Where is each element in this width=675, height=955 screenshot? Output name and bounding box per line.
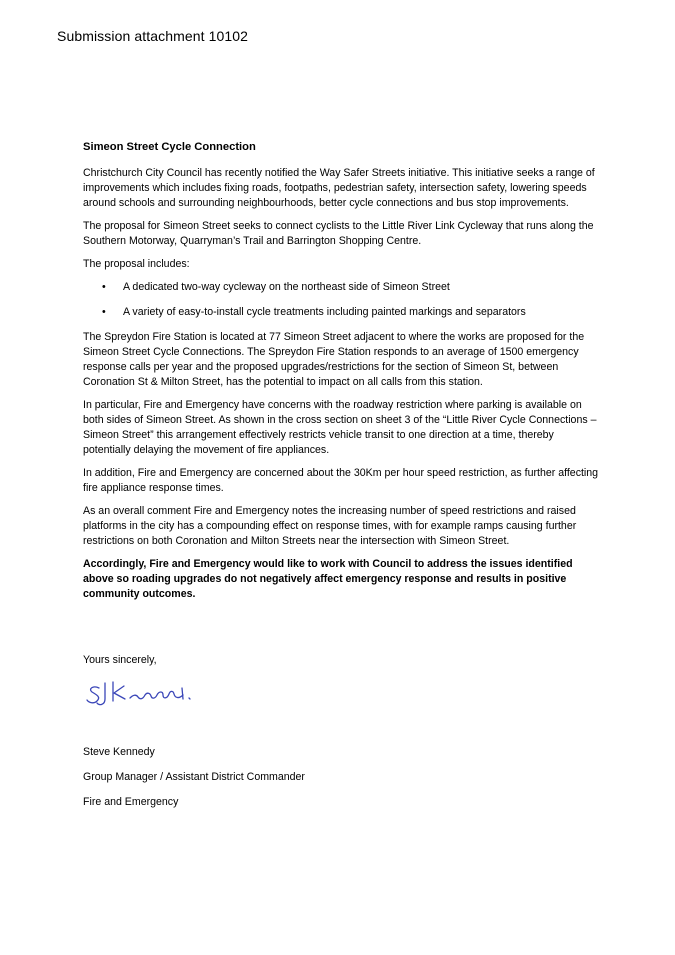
signatory-position: Group Manager / Assistant District Commander	[83, 771, 305, 783]
signatory-name: Steve Kennedy	[83, 746, 155, 758]
attachment-label: Submission attachment 10102	[57, 28, 249, 44]
roadway-concern-paragraph: In particular, Fire and Emergency have concerns with the roadway restriction where parking is available on both sides of Simeon Street. As shown in the cross section on sheet 3 of the “Little River Cycle Connections – Simeon Street” this arrangement effectively restricts vehicle transit to one direction at a time, thereby potentially delaying the movement of fire appliances.	[83, 399, 597, 456]
proposal-includes-label: The proposal includes:	[83, 258, 190, 270]
bullet-icon: •	[102, 306, 106, 318]
speed-concern-paragraph: In addition, Fire and Emergency are concerned about the 30Km per hour speed restriction, as further affecting fire appliance response times.	[83, 467, 599, 494]
letter-title: Simeon Street Cycle Connection	[83, 141, 256, 153]
list-item	[83, 305, 603, 320]
fire-station-paragraph: The Spreydon Fire Station is located at 77 Simeon Street adjacent to where the works are proposed for the Simeon Street Cycle Connections. The Spreydon Fire Station responds to an average of 1500 emergency response calls per year and the proposed upgrades/restrictions for the section of Simeon St, between Coronation St & Milton Street, has the potential to impact on all calls from this station.	[83, 331, 585, 388]
overall-comment-paragraph: As an overall comment Fire and Emergency notes the increasing number of speed restrictions and raised platforms in the city has a compounding effect on response times, with for example ramps causing further restrictions on both Coronation and Milton Streets near the intersection with Simeon Street.	[83, 505, 577, 547]
proposal-bullet-list	[83, 280, 603, 320]
closing-salutation: Yours sincerely,	[83, 654, 157, 666]
list-item-text: A dedicated two-way cycleway on the northeast side of Simeon Street	[123, 281, 450, 293]
list-item-text: A variety of easy-to-install cycle treatments including painted markings and separators	[123, 306, 526, 318]
proposal-paragraph: The proposal for Simeon Street seeks to connect cyclists to the Little River Link Cycleway that runs along the Southern Motorway, Quarryman’s Trail and Barrington Shopping Centre.	[83, 220, 594, 247]
letter-body	[83, 140, 603, 610]
conclusion-paragraph: Accordingly, Fire and Emergency would like to work with Council to address the issues identified above so roading upgrades do not negatively affect emergency response and results in positive community outcomes.	[83, 558, 573, 600]
intro-paragraph: Christchurch City Council has recently notified the Way Safer Streets initiative. This initiative seeks a range of improvements which includes fixing roads, footpaths, pedestrian safety, intersection safety, lowering speeds around schools and surrounding neighbourhoods, better cycle connections and bus stop improvements.	[83, 167, 595, 209]
bullet-icon: •	[102, 281, 106, 293]
list-item	[83, 280, 603, 295]
signatory-organisation: Fire and Emergency	[83, 796, 179, 808]
signature-block	[83, 745, 305, 820]
signature-image	[83, 677, 213, 717]
